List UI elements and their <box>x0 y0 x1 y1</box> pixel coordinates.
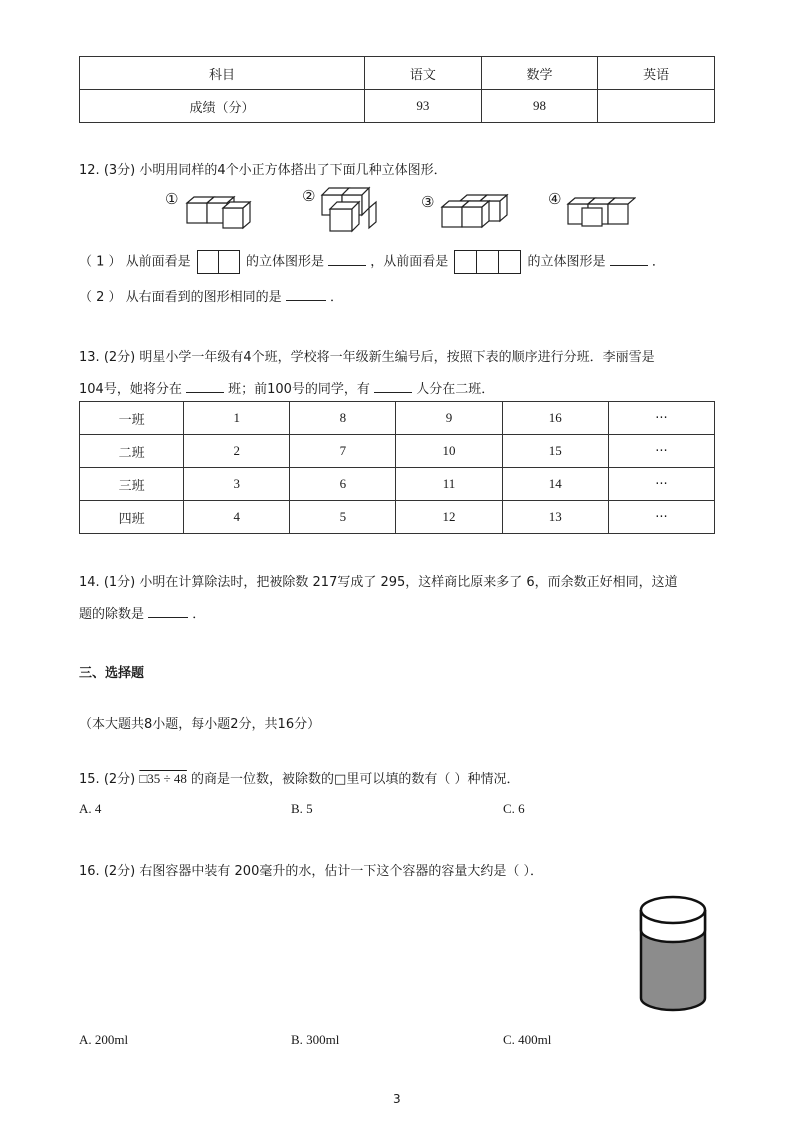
q12-part1-end: ． <box>651 254 665 270</box>
table-cell: ··· <box>608 402 714 435</box>
score-header-subject: 科目 <box>80 57 365 90</box>
q12-answer-blank-2[interactable] <box>610 253 648 266</box>
q13-text-c: 人分在二班． <box>416 382 495 397</box>
q12-part1-mid3: 的立体图形是 <box>527 254 606 270</box>
table-cell: 5 <box>290 501 396 534</box>
section-title: 三、选择题 <box>79 666 145 681</box>
section-note: （本大题共8小题，每小题2分，共16分） <box>79 717 321 732</box>
q13-number: 13. <box>79 350 100 365</box>
water-container-figure <box>636 890 710 1018</box>
q12-answer-blank-1[interactable] <box>328 253 366 266</box>
q13-stem-line1 <box>79 346 655 365</box>
q13-answer-blank-1[interactable] <box>186 380 224 393</box>
q12-score: (3分) <box>103 163 136 178</box>
class-name: 二班 <box>80 435 184 468</box>
q14-text-line1: 小明在计算除法时，把被除数 217写成了 295，这样商比原来多了 6，而余数正好相同，这道 <box>139 575 678 590</box>
q15-number: 15. <box>79 772 100 787</box>
class-assignment-table <box>79 401 715 534</box>
q12-figure-label-4: ④ <box>548 190 562 208</box>
q14-score: (1分) <box>103 575 136 590</box>
table-cell: 10 <box>396 435 502 468</box>
q15-stem <box>79 768 519 787</box>
q16-score: (2分) <box>103 864 136 879</box>
q16-option-a[interactable]: A. 200ml <box>79 1032 129 1047</box>
q12-front-view-two-squares <box>197 250 240 274</box>
q12-part2-prefix: （ 2 ） 从右面看到的图形相同的是 <box>79 290 282 305</box>
class-name: 四班 <box>80 501 184 534</box>
q12-figure-3 <box>438 192 518 232</box>
q14-answer-blank[interactable] <box>148 605 188 618</box>
q12-part1 <box>79 250 665 274</box>
table-cell: 1 <box>184 402 290 435</box>
table-cell: 9 <box>396 402 502 435</box>
q13-score: (2分) <box>103 350 136 365</box>
q12-front-view-three-squares <box>454 250 521 274</box>
table-cell: 15 <box>502 435 608 468</box>
q14-stem-line2 <box>79 603 205 622</box>
q12-figure-2 <box>320 185 380 240</box>
score-math: 98 <box>481 90 598 123</box>
q12-part1-mid1: 的立体图形是 <box>245 254 324 270</box>
q12-part2 <box>79 286 343 305</box>
table-cell: 14 <box>502 468 608 501</box>
table-cell: 4 <box>184 501 290 534</box>
table-row <box>80 402 715 435</box>
table-row <box>80 468 715 501</box>
q13-text-line1: 明星小学一年级有4个班，学校将一年级新生编号后，按照下表的顺序进行分班．李丽雪是 <box>139 350 655 365</box>
q13-text-b: 班；前100号的同学，有 <box>228 382 370 397</box>
table-cell: ··· <box>608 468 714 501</box>
q15-option-b[interactable]: B. 5 <box>291 801 313 816</box>
score-header-english: 英语 <box>598 57 715 90</box>
q16-text: 右图容器中装有 200毫升的水，估计一下这个容器的容量大约是（ ）． <box>139 864 543 879</box>
q12-answer-blank-3[interactable] <box>286 288 326 301</box>
q12-part2-end: ． <box>329 290 343 305</box>
q12-stem <box>79 159 447 178</box>
q12-text: 小明用同样的4个小正方体搭出了下面几种立体图形． <box>139 163 447 178</box>
table-cell: ··· <box>608 501 714 534</box>
class-name: 一班 <box>80 402 184 435</box>
table-cell: 3 <box>184 468 290 501</box>
q16-number: 16. <box>79 864 100 879</box>
score-english <box>598 90 715 123</box>
q15-option-c[interactable]: C. 6 <box>503 801 525 816</box>
q12-part1-prefix: （ 1 ） 从前面看是 <box>79 254 191 270</box>
table-cell: 12 <box>396 501 502 534</box>
q15-expression: □35 ÷ 48 <box>139 771 187 786</box>
table-cell: 6 <box>290 468 396 501</box>
score-header-math: 数学 <box>481 57 598 90</box>
score-table <box>79 56 715 123</box>
table-row <box>80 435 715 468</box>
table-row <box>80 501 715 534</box>
table-cell: 2 <box>184 435 290 468</box>
q16-option-b[interactable]: B. 300ml <box>291 1032 340 1047</box>
q12-figure-label-1: ① <box>165 190 179 208</box>
q16-option-c[interactable]: C. 400ml <box>503 1032 552 1047</box>
score-header-chinese: 语文 <box>365 57 482 90</box>
score-row-label: 成绩（分） <box>80 90 365 123</box>
table-cell: 7 <box>290 435 396 468</box>
page-number: 3 <box>393 1092 401 1106</box>
table-cell: 13 <box>502 501 608 534</box>
table-cell: 8 <box>290 402 396 435</box>
q12-figure-label-2: ② <box>302 187 316 205</box>
q13-stem-line2 <box>79 378 494 397</box>
q14-stem-line1 <box>79 571 678 590</box>
q12-figure-label-3: ③ <box>421 193 435 211</box>
q15-option-a[interactable]: A. 4 <box>79 801 102 816</box>
class-name: 三班 <box>80 468 184 501</box>
q12-figure-1 <box>185 194 265 234</box>
table-cell: 11 <box>396 468 502 501</box>
q14-number: 14. <box>79 575 100 590</box>
q13-text-a: 104号，她将分在 <box>79 382 182 397</box>
table-cell: ··· <box>608 435 714 468</box>
q15-text: 的商是一位数，被除数的□里可以填的数有（ ）种情况． <box>191 772 520 787</box>
q16-stem <box>79 860 543 879</box>
q12-number: 12. <box>79 163 100 178</box>
q12-figure-4 <box>566 194 636 234</box>
q13-answer-blank-2[interactable] <box>374 380 412 393</box>
score-chinese: 93 <box>365 90 482 123</box>
q14-text-a: 题的除数是 <box>79 607 145 622</box>
table-cell: 16 <box>502 402 608 435</box>
q12-part1-mid2: ，从前面看是 <box>370 254 449 270</box>
q14-text-b: ． <box>192 607 206 622</box>
q15-score: (2分) <box>103 772 136 787</box>
